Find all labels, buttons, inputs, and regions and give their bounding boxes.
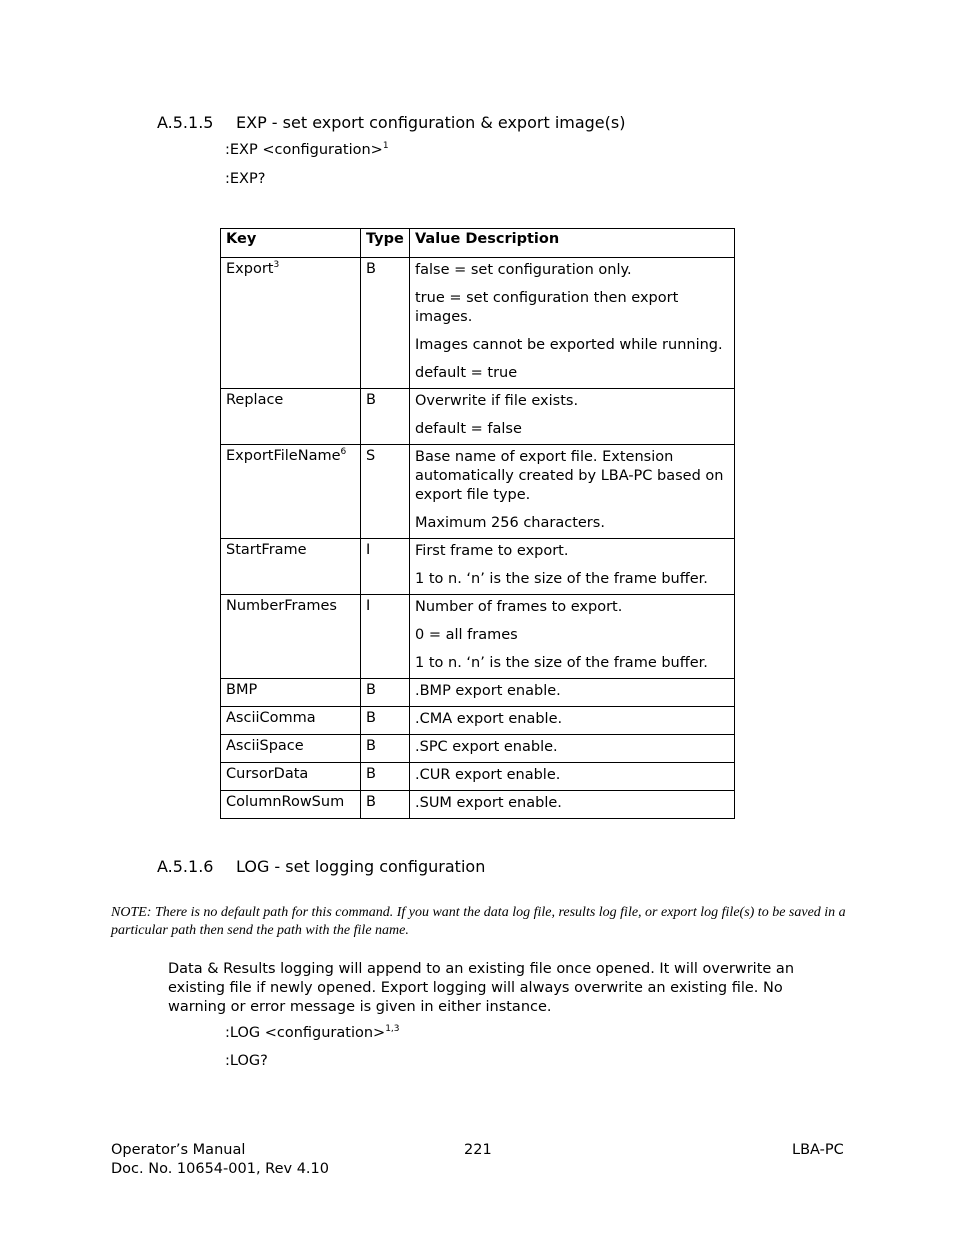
- description-line: .SPC export enable.: [415, 739, 558, 755]
- cell-key: [221, 595, 361, 679]
- cell-type: I: [361, 595, 410, 679]
- description-line: true = set configuration then export images.: [415, 290, 679, 325]
- table-row: [221, 707, 735, 735]
- cell-type: B: [361, 735, 410, 763]
- command-text: :EXP <configuration>: [225, 142, 383, 158]
- description-line: Images cannot be exported while running.: [415, 337, 723, 353]
- cell-key: [221, 763, 361, 791]
- cell-type: B: [361, 763, 410, 791]
- cell-key: [221, 791, 361, 819]
- key-label: NumberFrames: [226, 598, 337, 614]
- command-set-exp: [225, 142, 389, 158]
- description-line: default = false: [415, 421, 522, 437]
- key-label: StartFrame: [226, 542, 307, 558]
- description-line: false = set configuration only.: [415, 262, 632, 278]
- cell-value-description: [410, 389, 735, 445]
- description-line: default = true: [415, 365, 518, 381]
- header-key: Key: [221, 229, 361, 258]
- description-line: .CMA export enable.: [415, 711, 563, 727]
- note-text: NOTE: There is no default path for this command. If you want the data log file, results log file, or export log file(s) to be saved in a particular path then send the path with the file name.: [111, 905, 846, 938]
- description-line: 0 = all frames: [415, 627, 518, 643]
- key-label: Export: [226, 261, 274, 277]
- cell-value-description: [410, 763, 735, 791]
- table-row: [221, 389, 735, 445]
- key-label: Replace: [226, 392, 284, 408]
- command-text: :LOG <configuration>: [225, 1025, 386, 1041]
- description-line: Base name of export file. Extension automatically created by LBA-PC based on export file type.: [415, 449, 724, 503]
- description-line: Number of frames to export.: [415, 599, 623, 615]
- description-line: 1 to n. ‘n’ is the size of the frame buffer.: [415, 571, 708, 587]
- description-line: 1 to n. ‘n’ is the size of the frame buffer.: [415, 655, 708, 671]
- command-query-log: :LOG?: [225, 1053, 268, 1069]
- cell-value-description: [410, 539, 735, 595]
- table-row: [221, 791, 735, 819]
- table-row: [221, 763, 735, 791]
- cell-key: [221, 707, 361, 735]
- cell-value-description: [410, 791, 735, 819]
- cell-value-description: [410, 595, 735, 679]
- cell-value-description: [410, 679, 735, 707]
- description-line: Overwrite if file exists.: [415, 393, 579, 409]
- header-type: Type: [361, 229, 410, 258]
- section-heading-a516: [157, 857, 485, 876]
- header-value-description: Value Description: [410, 229, 735, 258]
- cell-value-description: [410, 445, 735, 539]
- footnote-ref: 1: [382, 141, 389, 151]
- table-row: [221, 735, 735, 763]
- cell-key: [221, 389, 361, 445]
- section-heading-a515: [157, 113, 625, 132]
- cell-key: [221, 735, 361, 763]
- key-label: ColumnRowSum: [226, 794, 345, 810]
- cell-key: [221, 258, 361, 389]
- table-header-row: [221, 229, 735, 258]
- cell-type: B: [361, 791, 410, 819]
- cell-type: B: [361, 389, 410, 445]
- table-row: [221, 595, 735, 679]
- footer-doc-number: Doc. No. 10654-001, Rev 4.10: [111, 1161, 329, 1177]
- cell-key: [221, 679, 361, 707]
- footnote-ref: 1,3: [385, 1024, 400, 1034]
- key-label: AsciiComma: [226, 710, 316, 726]
- table-row: [221, 679, 735, 707]
- cell-type: B: [361, 258, 410, 389]
- command-set-log: [225, 1025, 400, 1041]
- cell-key: [221, 445, 361, 539]
- logging-paragraph: Data & Results logging will append to an existing file once opened. It will overwrite an existing file if newly opened. Export logging will always overwrite an existing file. No warning or error message is given in either instance.: [168, 961, 795, 1015]
- command-query-exp: :EXP?: [225, 171, 266, 187]
- description-line: First frame to export.: [415, 543, 569, 559]
- footer-product: LBA-PC: [792, 1142, 844, 1158]
- description-line: .SUM export enable.: [415, 795, 562, 811]
- table-row: [221, 445, 735, 539]
- section-number: A.5.1.5: [157, 113, 214, 132]
- description-line: .CUR export enable.: [415, 767, 561, 783]
- key-label: BMP: [226, 682, 258, 698]
- description-line: .BMP export enable.: [415, 683, 561, 699]
- cell-type: B: [361, 679, 410, 707]
- section-title: LOG - set logging configuration: [236, 857, 486, 876]
- page-number: 221: [464, 1142, 492, 1158]
- key-label: AsciiSpace: [226, 738, 304, 754]
- table-row: [221, 539, 735, 595]
- cell-value-description: [410, 707, 735, 735]
- footer-manual-title: Operator’s Manual: [111, 1142, 246, 1158]
- cell-type: I: [361, 539, 410, 595]
- cell-type: B: [361, 707, 410, 735]
- footnote-ref: 3: [273, 260, 280, 270]
- cell-key: [221, 539, 361, 595]
- cell-value-description: [410, 258, 735, 389]
- cell-value-description: [410, 735, 735, 763]
- cell-type: S: [361, 445, 410, 539]
- footnote-ref: 6: [340, 447, 347, 457]
- section-title: EXP - set export configuration & export image(s): [236, 113, 626, 132]
- key-label: ExportFileName: [226, 448, 341, 464]
- description-line: Maximum 256 characters.: [415, 515, 605, 531]
- key-label: CursorData: [226, 766, 309, 782]
- table-row: [221, 258, 735, 389]
- export-config-table: [220, 228, 735, 819]
- section-number: A.5.1.6: [157, 857, 214, 876]
